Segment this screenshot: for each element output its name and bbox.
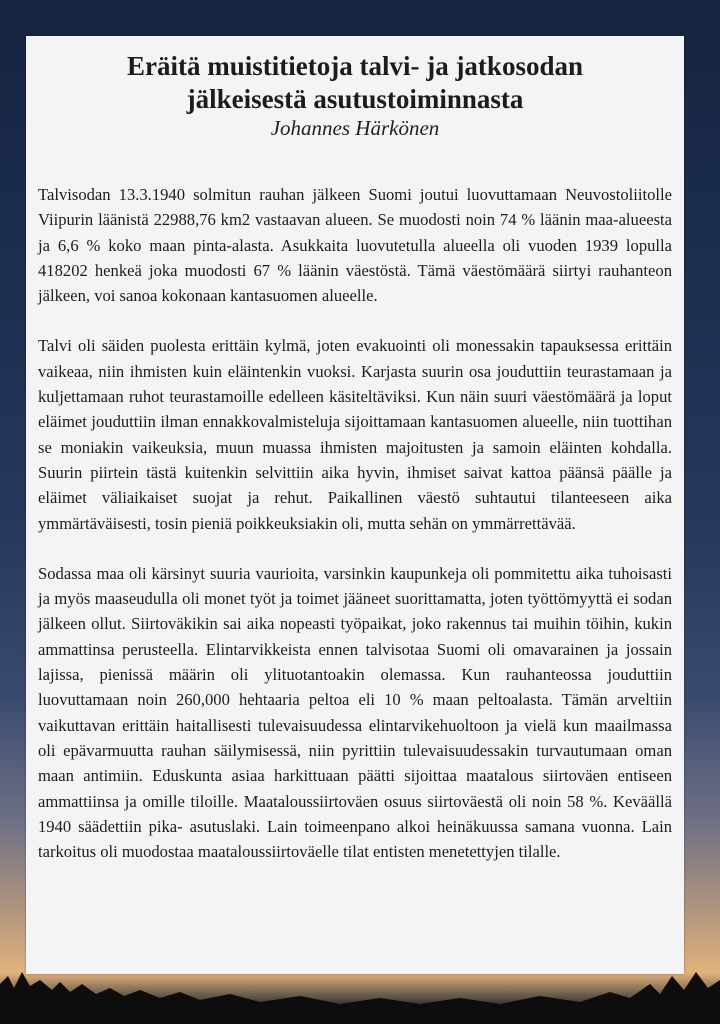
author-name: Johannes Härkönen bbox=[270, 116, 440, 140]
article-body bbox=[38, 182, 672, 889]
paragraph-3: Sodassa maa oli kärsinyt suuria vaurioita, varsinkin kaupunkeja oli pommitettu aika tuhoisasti ja myös maaseudulla oli monet työt ja toimet jääneet suorittamatta, joten työttömyyttä ei sodan jälkeen ollut. Siirtoväkikin sai aika nopeasti työpaikat, joko rakennus tai muihin töihin, kukin ammattinsa perusteella. Elintarvikkeista ennen talvisotaa Suomi oli omavarainen ja jossain lajissa, pienissä määrin oli ylituotantoakin olemassa. Kun rauhanteossa jouduttiin luovuttamaan noin 260,000 hehtaaria peltoa eli 10 % maan peltoalasta. Tämän arveltiin vaikuttavan erittäin haitallisesti tulevaisuudessa elintarvikehuoltoon ja vielä kun maailmassa oli epävarmuutta rauhan säilymisessä, niin pyrittiin tulevaisuudessakin turvautumaan oman maan antimiin. Eduskunta asiaa harkittuaan päätti sijoittaa maatalous siirtoväen entiseen ammattiinsa ja omille tiloille. Maataloussiirtoväen osuus siirtoväestä oli noin 58 %. Keväällä 1940 säädettiin pika- asutuslaki. Lain toimeenpano alkoi heinäkuussa samana vuonna. Lain tarkoitus oli muodostaa maataloussiirtoväelle tilat entisten menetettyjen tilalle. bbox=[38, 563, 672, 862]
title-line-1: Eräitä muistitietoja talvi- ja jatkosodan bbox=[127, 51, 583, 81]
paragraph-1: Talvisodan 13.3.1940 solmitun rauhan jälkeen Suomi joutui luovuttamaan Neuvostoliitolle Viipurin läänistä 22988,76 km2 vastaavan alueen. Se muodosti noin 74 % läänin maa-alueesta ja 6,6 % koko maan pinta-alasta. Asukkaita luovutetulla alueella oli vuoden 1939 lopulla 418202 henkeä joka muodosti 67 % läänin väestöstä. Tämä väestömäärä siirtyi rauhanteon jälkeen, voi sanoa kokonaan kantasuomen alueelle. bbox=[38, 185, 672, 306]
page-title bbox=[26, 50, 684, 116]
document-page bbox=[26, 36, 684, 974]
title-line-2: jälkeisestä asutustoiminnasta bbox=[186, 84, 524, 114]
paragraph-2: Talvi oli säiden puolesta erittäin kylmä, joten evakuointi oli monessakin tapauksessa erittäin vaikeaa, niin ihmisten kuin eläintenkin vuoksi. Karjasta suurin osa jouduttiin teurastamaan ja kuljettamaan ruhot teurastamoille edelleen käsiteltäviksi. Kun näin suuri väestömäärä ja loput eläimet jouduttiin ilman ennakkovalmisteluja sijoittamaan kantasuomen alueelle, niin tuottihan se moniakin vaikeuksia, muun muassa ihmisten majoitusten ja samoin eläinten kohdalla. Suurin piirtein tästä kuitenkin selvittiin aika hyvin, ihmiset saivat kattoa päänsä päälle ja eläimet väliaikaiset suojat ja rehut. Paikallinen väestö suhtautui tilanteeseen aika ymmärtäväisesti, tosin pieniä poikkeuksiakin oli, mutta sehän on ymmärrettävää. bbox=[38, 336, 672, 533]
